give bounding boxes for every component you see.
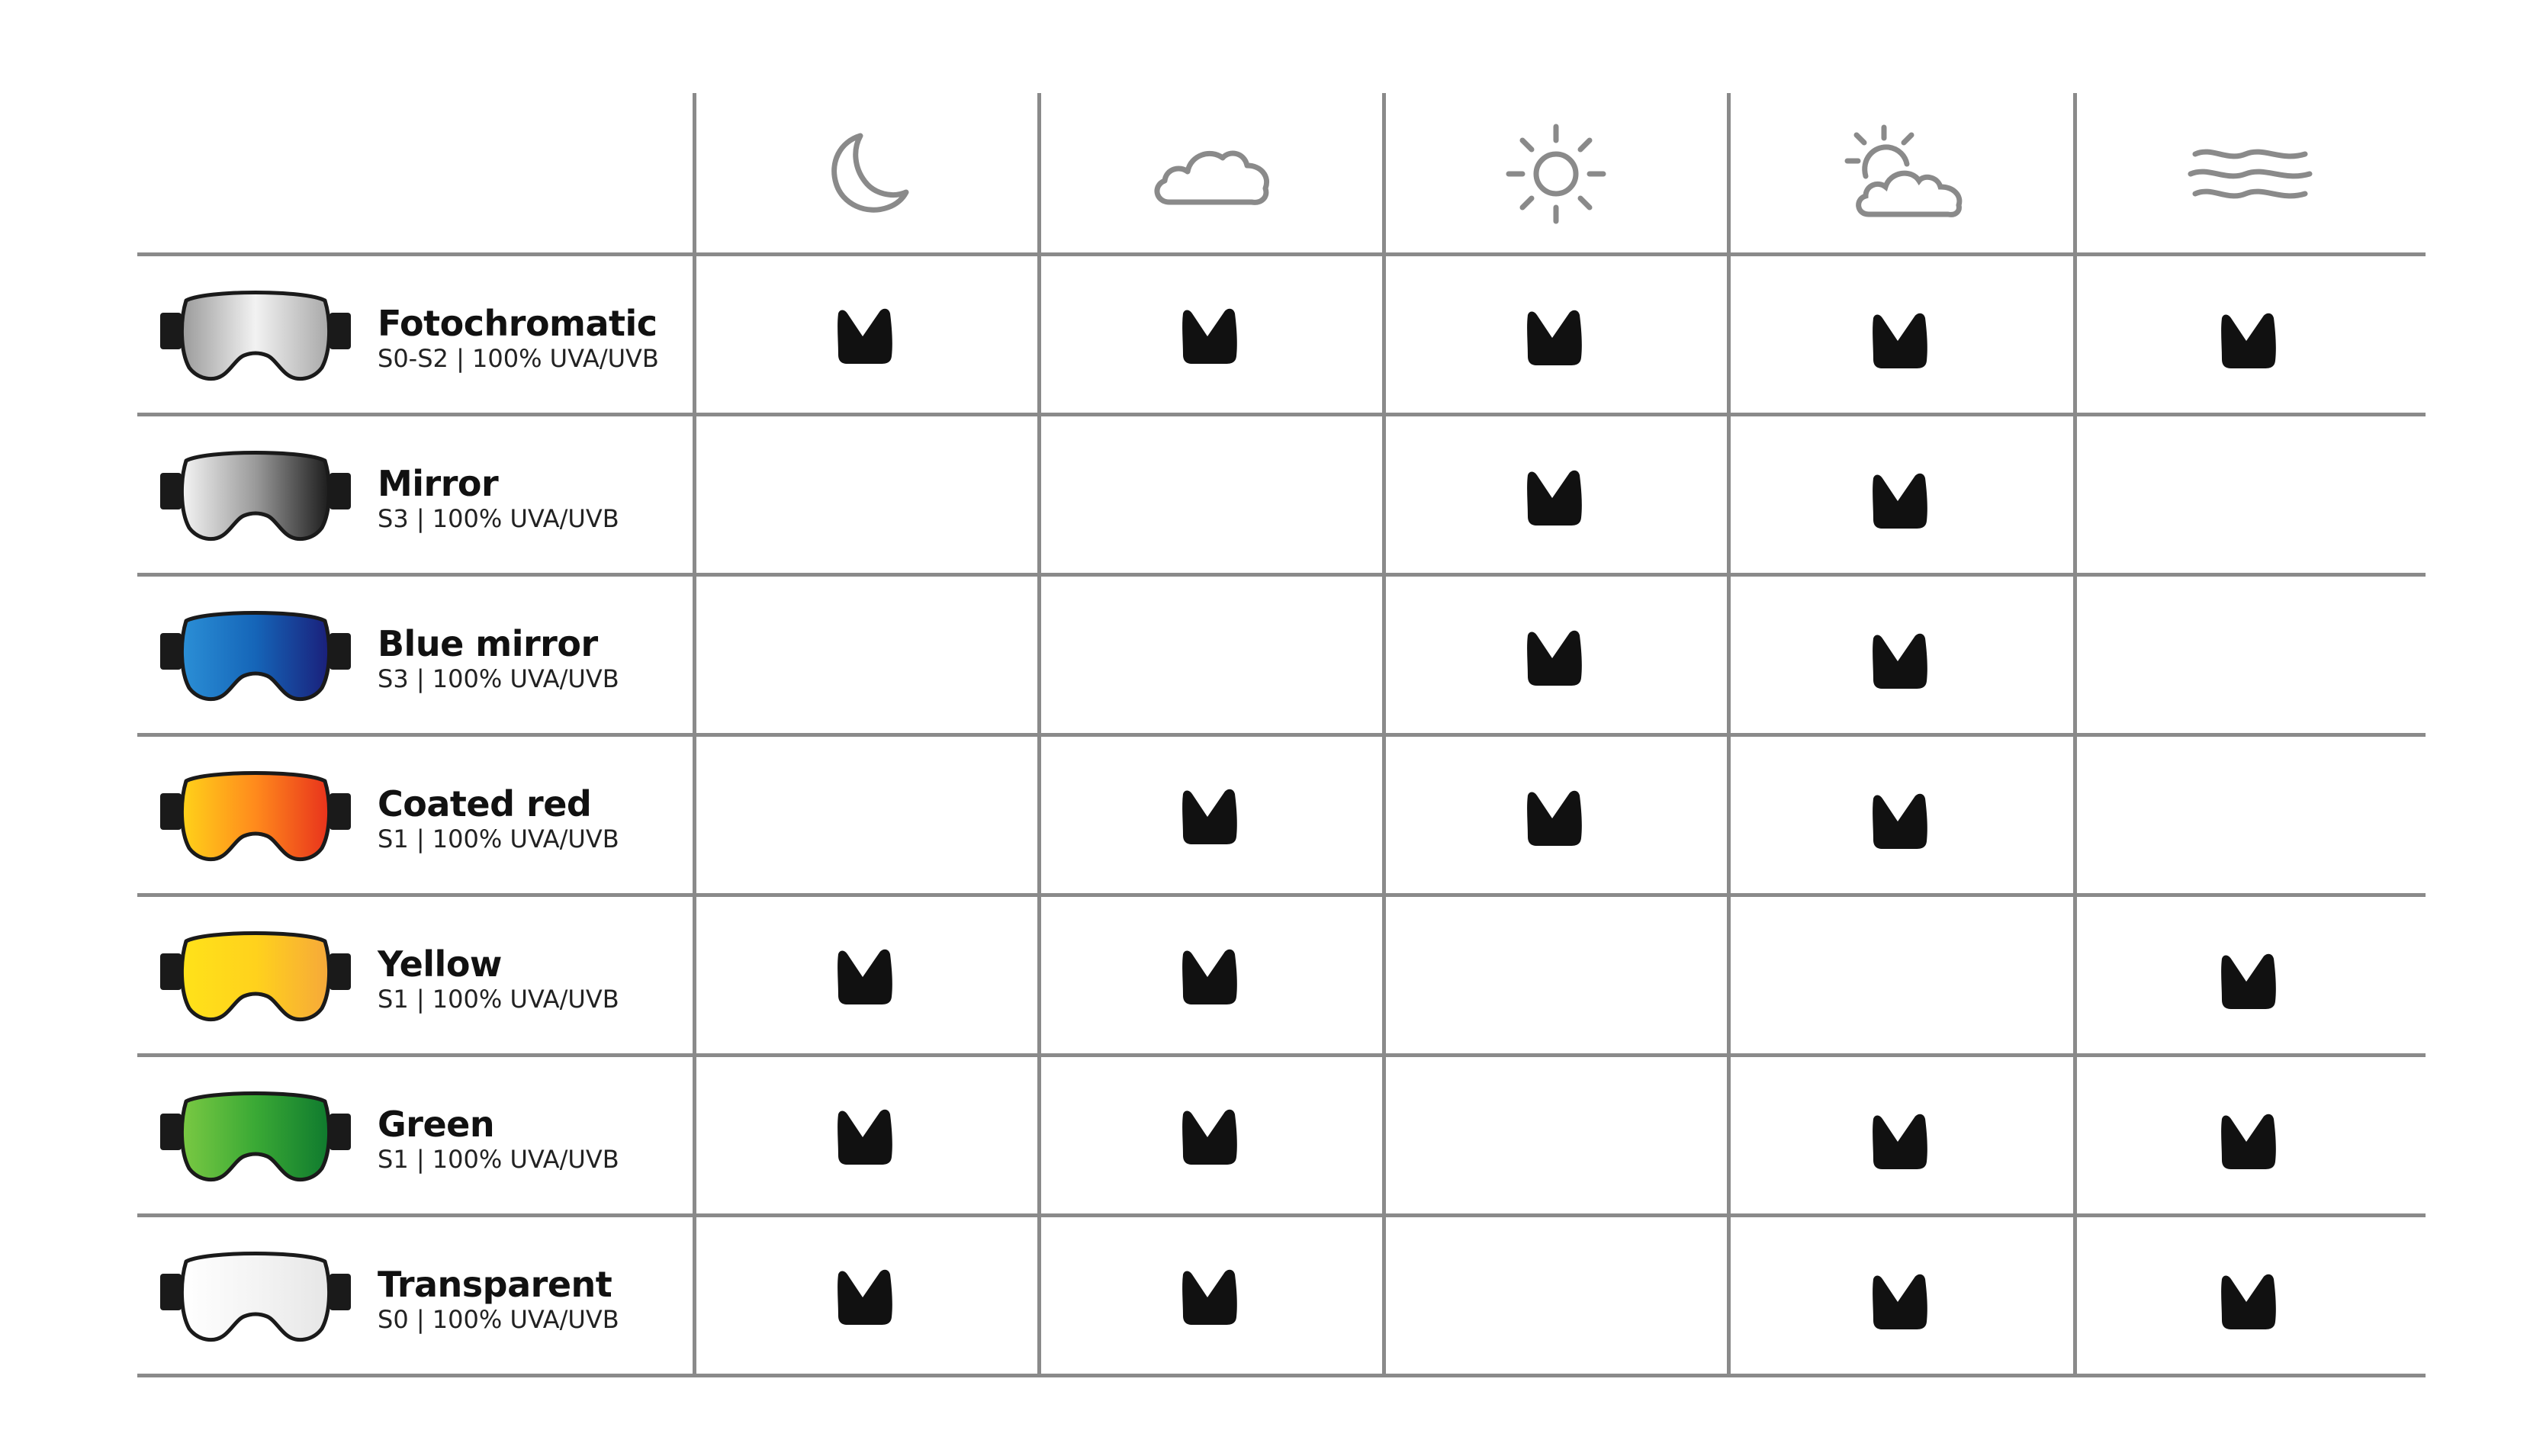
check-mark-icon [1867, 788, 1936, 852]
lens-label [378, 304, 659, 374]
lens-label [378, 464, 619, 534]
lens-row [137, 1217, 2426, 1377]
goggle-icon [160, 445, 351, 545]
check-mark-icon [832, 303, 901, 367]
check-mark-icon [1522, 304, 1590, 368]
lens-row [137, 416, 2426, 577]
check-mark-icon [1177, 1104, 1246, 1168]
sun-icon [1495, 113, 1617, 235]
check-mark-icon [1867, 1108, 1936, 1172]
check-mark-icon [832, 1104, 901, 1168]
check-mark-icon [1522, 464, 1590, 529]
lens-name: Green [378, 1104, 495, 1145]
fog-icon [2181, 136, 2319, 212]
lens-name: Fotochromatic [378, 303, 657, 344]
goggle-icon [160, 1086, 351, 1185]
lens-spec: S1 | 100% UVA/UVB [378, 985, 619, 1014]
goggle-icon [160, 766, 351, 865]
lens-row [137, 737, 2426, 897]
check-mark-icon [2216, 1268, 2284, 1332]
check-mark-icon [1177, 943, 1246, 1008]
lens-row [137, 897, 2426, 1057]
lens-label [378, 1104, 619, 1175]
lens-row [137, 1057, 2426, 1217]
check-mark-icon [1867, 628, 1936, 692]
check-mark-icon [2216, 307, 2284, 371]
goggle-icon [160, 285, 351, 384]
check-mark-icon [2216, 948, 2284, 1012]
col-fog [2075, 95, 2426, 252]
lens-row [137, 577, 2426, 737]
goggle-icon [160, 1246, 351, 1345]
check-mark-icon [1177, 303, 1246, 367]
lens-spec: S3 | 100% UVA/UVB [378, 664, 619, 693]
lens-name: Coated red [378, 783, 592, 824]
lens-name: Yellow [378, 943, 502, 985]
col-sunny [1384, 95, 1728, 252]
lens-name: Transparent [378, 1264, 612, 1305]
check-mark-icon [1867, 1268, 1936, 1332]
lens-spec: S0-S2 | 100% UVA/UVB [378, 344, 659, 373]
goggle-icon [160, 926, 351, 1025]
col-night [694, 95, 1039, 252]
cloud-icon [1146, 132, 1276, 216]
lens-label [378, 1265, 619, 1335]
lens-row [137, 256, 2426, 416]
lens-spec: S1 | 100% UVA/UVB [378, 1145, 619, 1174]
goggle-icon [160, 606, 351, 705]
lens-spec: S3 | 100% UVA/UVB [378, 504, 619, 533]
check-mark-icon [1867, 468, 1936, 532]
check-mark-icon [832, 943, 901, 1008]
check-mark-icon [1177, 1264, 1246, 1328]
lens-name: Blue mirror [378, 623, 598, 664]
col-partly-cloudy [1728, 95, 2075, 252]
col-cloudy [1039, 95, 1384, 252]
check-mark-icon [1867, 307, 1936, 371]
moon-icon [813, 121, 920, 227]
lens-label [378, 944, 619, 1014]
lens-spec: S1 | 100% UVA/UVB [378, 824, 619, 853]
check-mark-icon [832, 1264, 901, 1328]
lens-name: Mirror [378, 463, 499, 504]
check-mark-icon [1522, 785, 1590, 849]
lens-spec: S0 | 100% UVA/UVB [378, 1305, 619, 1334]
lens-label [378, 624, 619, 694]
check-mark-icon [2216, 1108, 2284, 1172]
check-mark-icon [1522, 625, 1590, 689]
check-mark-icon [1177, 783, 1246, 847]
sun-cloud-icon [1829, 117, 1974, 231]
lens-label [378, 784, 619, 854]
